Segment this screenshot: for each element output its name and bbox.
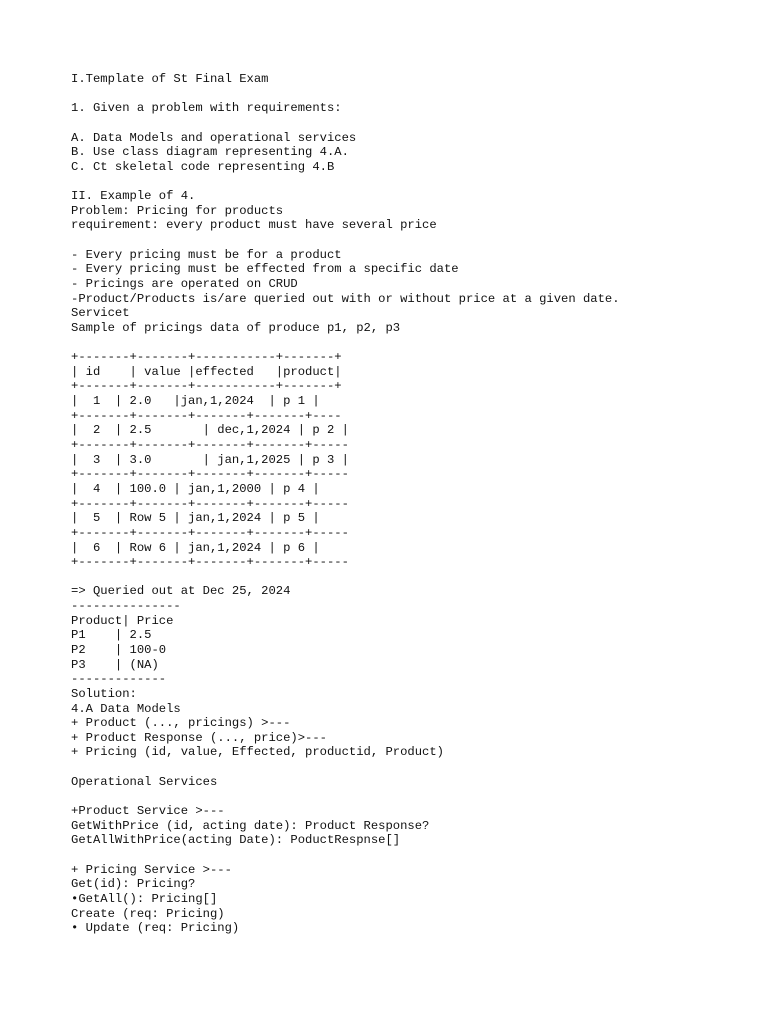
document-line: I.Template of St Final Exam [71, 72, 269, 86]
document-line: ------------- [71, 672, 167, 687]
document-line [71, 87, 751, 102]
document-line: --------------- [71, 599, 181, 614]
document-line: • Update (req: Pricing) [71, 921, 240, 936]
document-line: 4.A Data Models [71, 701, 181, 716]
document-line: + Product (..., pricings) >--- [71, 716, 291, 731]
document-line: P1 | 2.5 [71, 628, 152, 643]
document-line [71, 760, 751, 775]
document-line: | 6 | Row 6 | jan,1,2024 | p 6 | [71, 540, 320, 555]
document-line: Get(id): Pricing? [71, 877, 196, 892]
document-line: Problem: Pricing for products [71, 203, 284, 218]
document-line [71, 570, 751, 585]
document-line: - Pricings are operated on CRUD [71, 276, 298, 291]
document-line: Product| Price [71, 613, 174, 628]
document-line: | 3 | 3.0 | jan,1,2025 | p 3 | [71, 452, 349, 467]
document-line: | 5 | Row 5 | jan,1,2024 | p 5 | [71, 511, 320, 526]
document-line: •GetAll(): Pricing[] [71, 891, 218, 906]
document-line [71, 233, 751, 248]
document-line: P3 | (NA) [71, 657, 159, 672]
document-line [71, 174, 751, 189]
document-line: II. Example of 4. [71, 189, 196, 204]
document-line: | 4 | 100.0 | jan,1,2000 | p 4 | [71, 481, 320, 496]
document-line: GetAllWithPrice(acting Date): PoductRespnse[] [71, 833, 401, 848]
document-line: Solution: [71, 686, 137, 701]
document-line: GetWithPrice (id, acting date): Product Response? [71, 818, 430, 833]
document-line: +-------+-------+-----------+-------+ [71, 379, 342, 394]
document-line: P2 | 100-0 [71, 642, 167, 657]
document-line: +-------+-------+-------+-------+----- [71, 555, 349, 570]
document-line: | 1 | 2.0 |jan,1,2024 | p 1 | [71, 394, 320, 409]
document-line: Servicet [71, 306, 130, 321]
document-text [71, 72, 751, 936]
document-line: Create (req: Pricing) [71, 906, 225, 921]
document-line: => Queried out at Dec 25, 2024 [71, 584, 291, 599]
document-line: -Product/Products is/are queried out with or without price at a given date. [71, 291, 620, 306]
document-line: - Every pricing must be for a product [71, 247, 342, 262]
document-line: 1. Given a problem with requirements: [71, 101, 342, 116]
document-line: +-------+-------+-------+-------+----- [71, 525, 349, 540]
document-line: | id | value |effected |product| [71, 364, 342, 379]
document-line: Operational Services [71, 774, 218, 789]
document-line: +-------+-------+-------+-------+----- [71, 496, 349, 511]
document-line [71, 116, 751, 131]
document-line: +-------+-------+-------+-------+----- [71, 467, 349, 482]
document-line: A. Data Models and operational services [71, 130, 357, 145]
document-line: Sample of pricings data of produce p1, p2, p3 [71, 320, 401, 335]
document-line [71, 848, 751, 863]
document-line: B. Use class diagram representing 4.A. [71, 145, 349, 160]
document-line: C. Ct skeletal code representing 4.B [71, 159, 335, 174]
document-line [71, 336, 751, 351]
document-line: +-------+-------+-------+-------+---- [71, 408, 342, 423]
document-line [71, 789, 751, 804]
document-line: + Pricing Service >--- [71, 862, 232, 877]
document-line: +Product Service >--- [71, 804, 225, 819]
document-line: - Every pricing must be effected from a specific date [71, 262, 459, 277]
document-line: +-------+-------+-----------+-------+ [71, 350, 342, 365]
document-line: requirement: every product must have several price [71, 218, 437, 233]
document-line: +-------+-------+-------+-------+----- [71, 438, 349, 453]
document-line: + Pricing (id, value, Effected, productid, Product) [71, 745, 444, 760]
document-line: | 2 | 2.5 | dec,1,2024 | p 2 | [71, 423, 349, 438]
document-line: + Product Response (..., price)>--- [71, 730, 327, 745]
